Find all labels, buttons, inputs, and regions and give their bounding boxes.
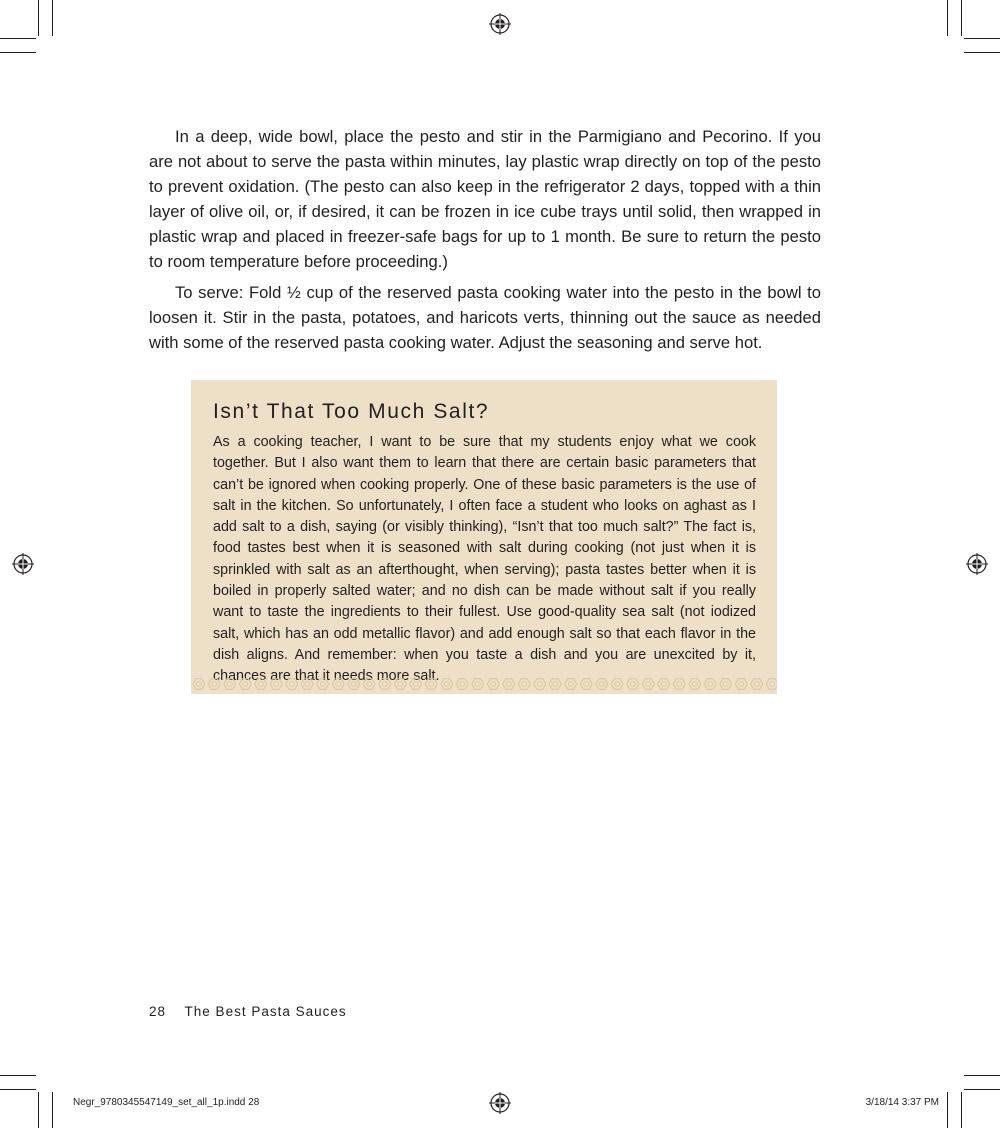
pattern-hexagon — [208, 679, 220, 689]
pattern-hexagon — [503, 679, 515, 689]
paragraph: To serve: Fold ½ cup of the reserved pasta cooking water into the pesto in the bowl to loosen it. Stir in the pasta, potatoes, and haricots verts, thinning out the sauce as needed with some of the reserved pasta cooking water. Adjust the seasoning and serve hot. — [149, 283, 821, 352]
pattern-hexagon — [425, 679, 437, 689]
pattern-dot — [336, 682, 341, 687]
body-text — [149, 124, 821, 361]
pattern-hexagon — [565, 679, 577, 689]
crop-mark — [0, 52, 36, 53]
pattern-dot — [196, 682, 201, 687]
pattern-hexagon — [239, 679, 251, 689]
pattern-dot — [305, 682, 310, 687]
crop-mark — [52, 0, 53, 36]
crop-mark — [0, 1075, 36, 1076]
sidebar-title: Isn’t That Too Much Salt? — [213, 400, 490, 423]
pattern-hexagon — [317, 679, 329, 689]
pattern-hexagon — [735, 679, 747, 689]
pattern-hexagon — [301, 679, 313, 689]
pattern-dot — [351, 682, 356, 687]
pattern-hexagon — [348, 679, 360, 689]
pattern-hexagon — [720, 679, 732, 689]
pattern-hexagon — [441, 679, 453, 689]
pattern-hexagon — [596, 679, 608, 689]
pattern-dot — [599, 682, 604, 687]
pattern-dot — [320, 682, 325, 687]
pattern-hexagon — [766, 679, 777, 689]
pattern-hexagon — [627, 679, 639, 689]
pattern-dot — [568, 682, 573, 687]
pattern-hexagon — [534, 679, 546, 689]
pattern-hexagon — [286, 679, 298, 689]
pattern-hexagon — [642, 679, 654, 689]
pattern-dot — [692, 682, 697, 687]
pattern-hexagon — [394, 679, 406, 689]
registration-target-icon — [489, 13, 511, 35]
crop-mark — [38, 0, 39, 36]
pattern-hexagon — [704, 679, 716, 689]
slug-file-name: Negr_9780345547149_set_all_1p.indd 28 — [73, 1097, 260, 1108]
pattern-hexagon — [332, 679, 344, 689]
pattern-dot — [553, 682, 558, 687]
crop-mark — [0, 38, 36, 39]
pattern-hexagon — [410, 679, 422, 689]
pattern-dot — [506, 682, 511, 687]
pattern-hexagon — [363, 679, 375, 689]
pattern-hexagon — [549, 679, 561, 689]
pattern-hexagon — [193, 679, 205, 689]
pattern-hexagon — [270, 679, 282, 689]
pattern-hexagon — [255, 679, 267, 689]
pattern-dot — [258, 682, 263, 687]
crop-mark — [961, 1092, 962, 1128]
registration-target-icon — [966, 553, 988, 575]
pattern-dot — [398, 682, 403, 687]
pattern-hexagon — [751, 679, 763, 689]
pattern-dot — [367, 682, 372, 687]
pattern-hexagon — [472, 679, 484, 689]
pattern-dot — [274, 682, 279, 687]
registration-target-icon — [489, 1092, 511, 1114]
crop-mark — [38, 1092, 39, 1128]
pattern-dot — [754, 682, 759, 687]
pattern-dot — [429, 682, 434, 687]
pattern-dot — [646, 682, 651, 687]
pattern-dot — [770, 682, 775, 687]
pattern-hexagon — [456, 679, 468, 689]
crop-mark — [0, 1089, 36, 1090]
pattern-hexagon — [658, 679, 670, 689]
pattern-dot — [227, 682, 232, 687]
crop-mark — [947, 1092, 948, 1128]
pattern-hexagon — [689, 679, 701, 689]
pattern-dot — [522, 682, 527, 687]
pattern-dot — [723, 682, 728, 687]
crop-mark — [961, 0, 962, 36]
pattern-dot — [630, 682, 635, 687]
crop-mark — [964, 38, 1000, 39]
pattern-dot — [475, 682, 480, 687]
pattern-dot — [289, 682, 294, 687]
running-foot — [149, 1004, 347, 1019]
pattern-dot — [382, 682, 387, 687]
pattern-hexagon — [673, 679, 685, 689]
registration-target-icon — [12, 553, 34, 575]
crop-mark — [52, 1092, 53, 1128]
pattern-hexagon — [518, 679, 530, 689]
pattern-dot — [537, 682, 542, 687]
pattern-dot — [615, 682, 620, 687]
pattern-dot — [444, 682, 449, 687]
paragraph: In a deep, wide bowl, place the pesto and stir in the Parmigiano and Pecorino. If you are not about to serve the pasta within minutes, lay plastic wrap directly on top of the pesto to prevent oxidation. (The pesto can also keep in the refrigerator 2 days, topped with a thin layer of olive oil, or, if desired, it can be frozen in ice cube trays until solid, then wrapped in plastic wrap and placed in freezer-safe bags for up to 1 month. Be sure to return the pesto to room temperature before proceeding.) — [149, 127, 821, 271]
page-number: 28 — [149, 1004, 167, 1019]
crop-mark — [964, 1089, 1000, 1090]
pattern-hexagon — [487, 679, 499, 689]
pattern-dot — [708, 682, 713, 687]
pattern-hexagon — [611, 679, 623, 689]
pattern-hexagon — [379, 679, 391, 689]
pattern-dot — [739, 682, 744, 687]
pattern-hexagon — [580, 679, 592, 689]
pattern-dot — [243, 682, 248, 687]
sidebar-text — [213, 432, 756, 688]
slug-timestamp: 3/18/14 3:37 PM — [865, 1097, 939, 1108]
pattern-dot — [584, 682, 589, 687]
sidebar-paragraph: As a cooking teacher, I want to be sure that my students enjoy what we cook together. But I also want them to learn that there are certain basic parameters that can’t be ignored when cooking properly. One of these basic parameters is the use of salt in the kitchen. So unfortunately, I often face a student who looks on aghast as I add salt to a dish, saying (or visibly thinking), “Isn’t that too much salt?” The fact is, food tastes best when it is seasoned with salt during cooking (not just when it is sprinkled with salt as an afterthought, when serving); pasta tastes better when it is boiled in properly salted water; and no dish can be made without salt if you really want to taste the ingredients to their fullest. Use good-quality sea salt (not iodized salt, which has an odd metallic flavor) and add enough salt so that each flavor in the dish aligns. And remember: when you taste a dish and you are unexcited by it, chances are that it needs more salt. — [213, 434, 756, 685]
pattern-dot — [460, 682, 465, 687]
pattern-dot — [661, 682, 666, 687]
sidebar-box — [191, 380, 777, 694]
pattern-dot — [413, 682, 418, 687]
crop-mark — [947, 0, 948, 36]
decorative-border-pattern — [191, 677, 777, 691]
crop-mark — [964, 52, 1000, 53]
pattern-hexagon — [224, 679, 236, 689]
pattern-dot — [491, 682, 496, 687]
pattern-dot — [677, 682, 682, 687]
book-title: The Best Pasta Sauces — [184, 1004, 347, 1019]
crop-mark — [964, 1075, 1000, 1076]
pattern-dot — [212, 682, 217, 687]
